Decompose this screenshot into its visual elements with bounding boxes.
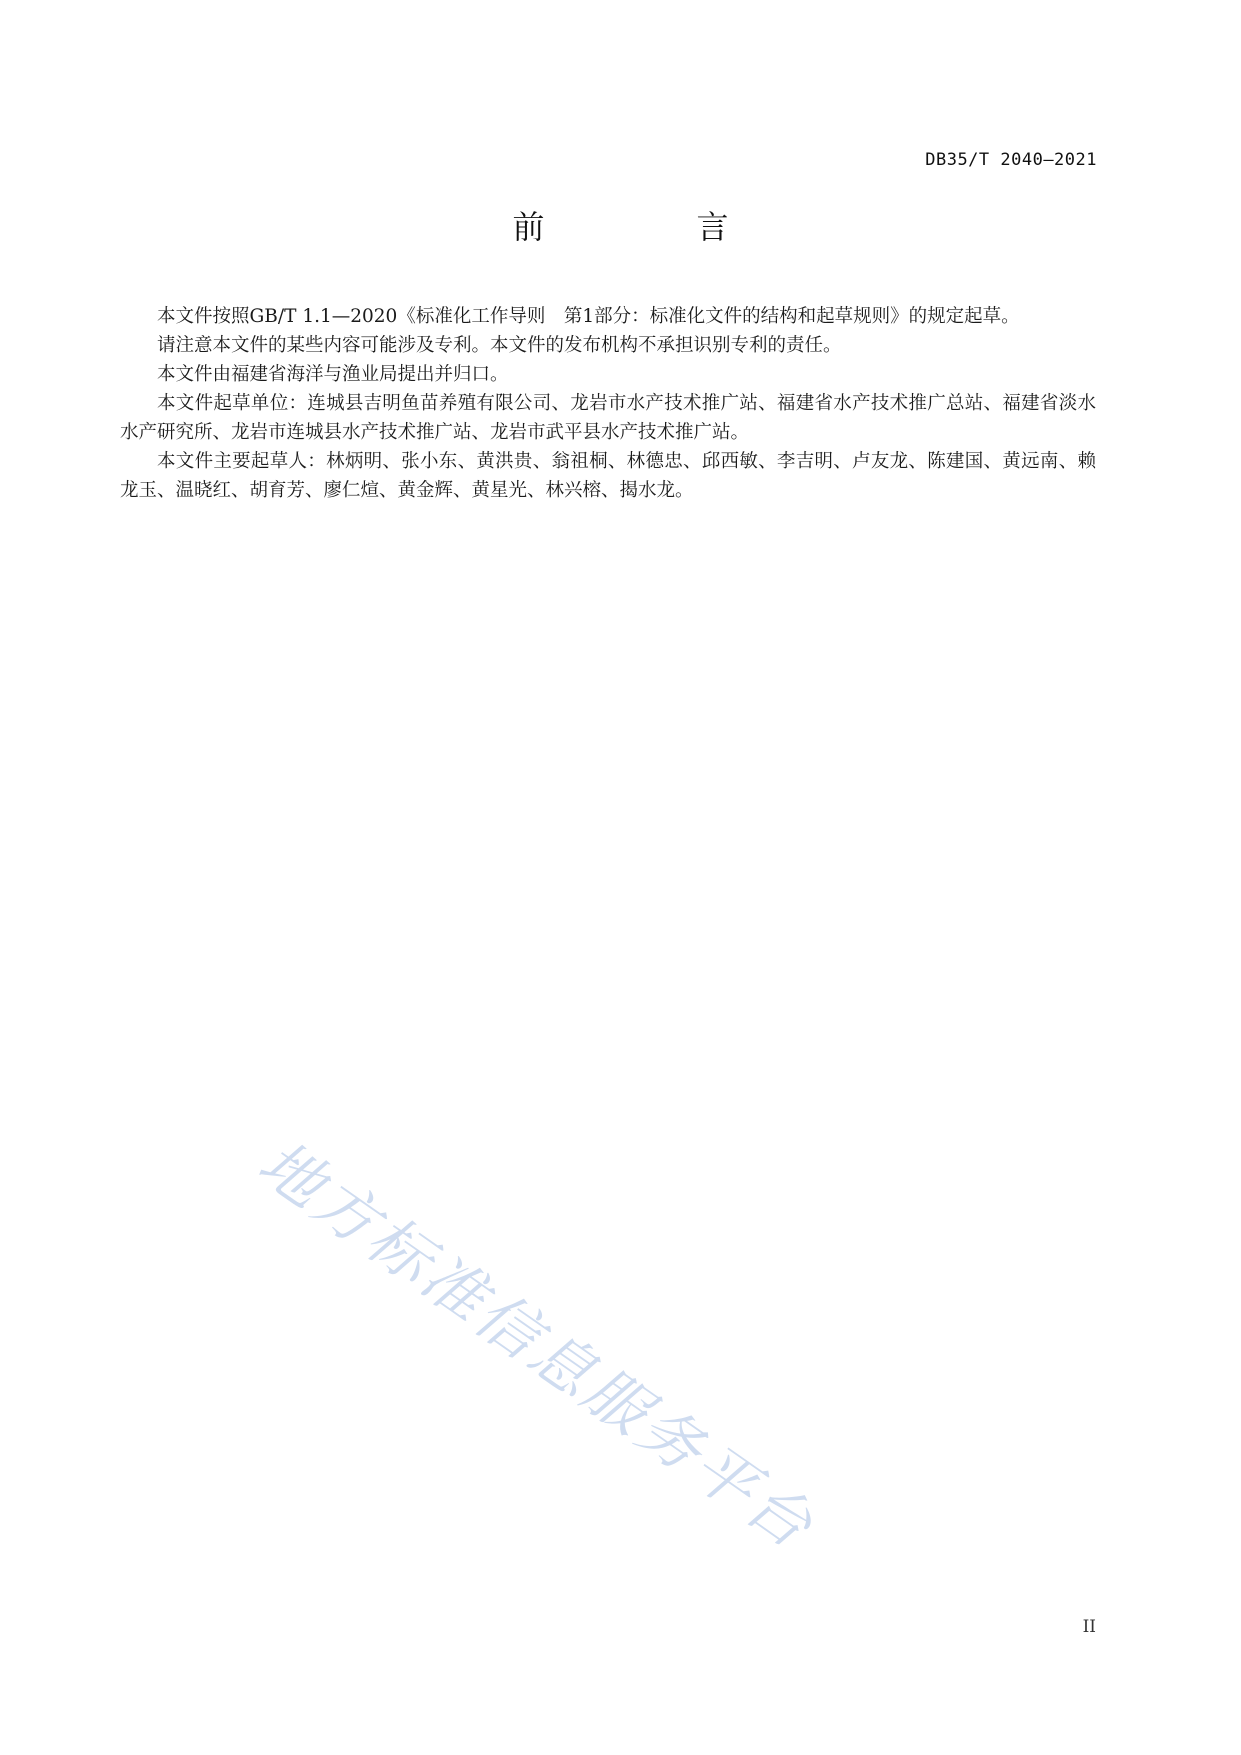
document-code: DB35/T 2040—2021 (925, 150, 1097, 170)
page-title: 前 言 (512, 208, 789, 246)
paragraph-drafters: 本文件主要起草人：林炳明、张小东、黄洪贵、翁祖桐、林德忠、邱西敏、李吉明、卢友龙、陈建国、黄远南、赖龙玉、温晓红、胡育芳、廖仁煊、黄金辉、黄星光、林兴榕、揭水龙。 (120, 451, 1096, 501)
watermark-text: 地方标准信息服务平台 (245, 1125, 829, 1565)
paragraph-proposer: 本文件由福建省海洋与渔业局提出并归口。 (157, 364, 509, 385)
paragraph-drafting-basis: 本文件按照GB/T 1.1—2020《标准化工作导则 第1部分：标准化文件的结构和起草规则》的规定起草。 (157, 306, 1020, 327)
foreword-body (120, 302, 1096, 505)
paragraph-drafting-units: 本文件起草单位：连城县吉明鱼苗养殖有限公司、龙岩市水产技术推广站、福建省水产技术推广总站、福建省淡水水产研究所、龙岩市连城县水产技术推广站、龙岩市武平县水产技术推广站。 (120, 393, 1096, 443)
page-number: II (1082, 1617, 1096, 1637)
paragraph-patent-notice: 请注意本文件的某些内容可能涉及专利。本文件的发布机构不承担识别专利的责任。 (157, 335, 842, 356)
